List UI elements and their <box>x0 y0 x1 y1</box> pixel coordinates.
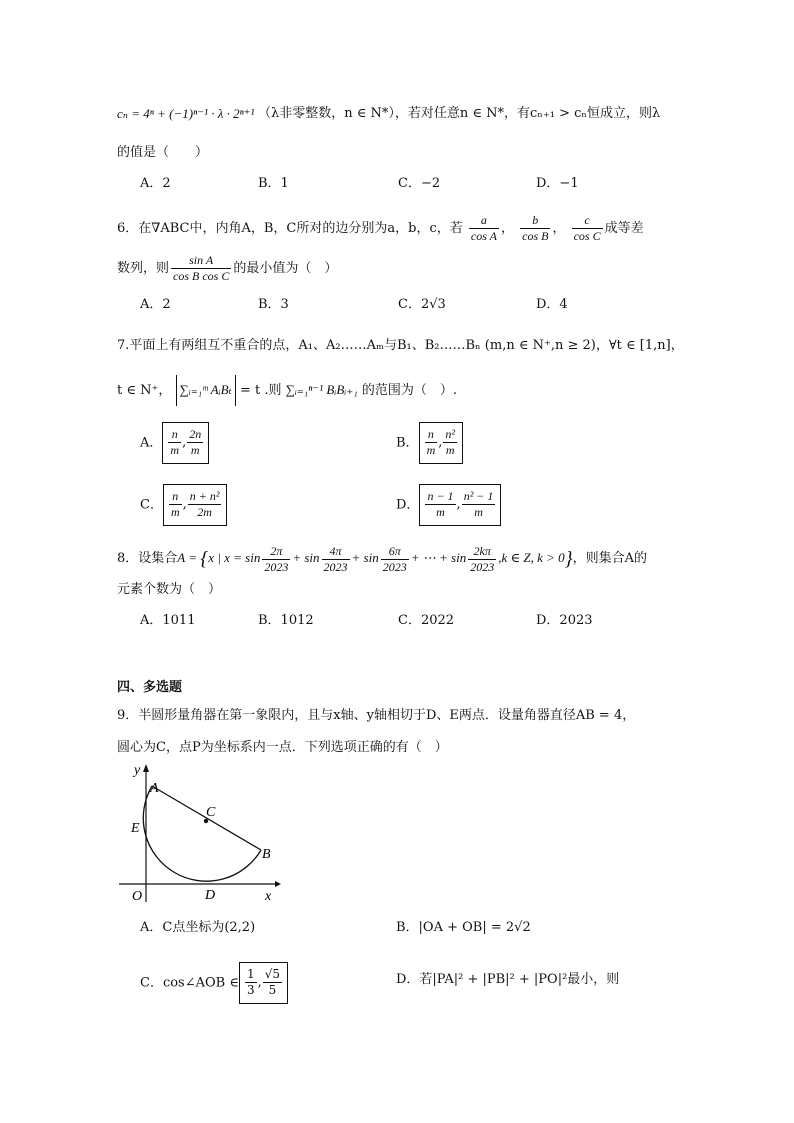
q5-option-a: A．2 <box>140 176 171 191</box>
q6-fraction-main: $\frac{\text{sin A}}{\text{cos B cos C}}$ <box>173 253 230 283</box>
q6-option-d: D．4 <box>536 297 568 312</box>
x-axis-arrow-icon <box>275 881 281 887</box>
q6-option-b: B．3 <box>258 297 289 312</box>
section-heading: 四、多选题 <box>117 680 183 695</box>
q6-line1: 6．在∇ABC中，内角A，B，C所对的边分别为a，b，c，若 $\frac{a}{\text{cos A}}$ ， $\frac{b}{\text{cos B}}$ ， $\frac{c}{\text{cos C}}$ 成等差 <box>117 213 644 243</box>
q5-option-c: C．−2 <box>398 176 441 191</box>
q9-line2: 圆心为C，点P为坐标系内一点．下列选项正确的有（ ） <box>117 740 448 755</box>
label-y: y <box>134 763 141 778</box>
q8-line2: 元素个数为（ ） <box>117 582 222 597</box>
q7-line1: 7.平面上有两组互不重合的点，A₁、A₂……Aₘ与B₁、B₂……Bₙ (m,n ∈ N⁺,n ≥ 2)，∀t ∈ [1,n]， <box>117 338 684 353</box>
label-d: D <box>205 888 216 903</box>
label-x: x <box>265 889 272 904</box>
q5-formula: cₙ = 4ⁿ + (−1)ⁿ⁻¹ · λ · 2ⁿ⁺¹ <box>117 106 255 121</box>
q9-line1: 9．半圆形量角器在第一象限内，且与x轴、y轴相切于D、E两点．设量角器直径AB = 4， <box>117 708 636 723</box>
q7-line2: t ∈ N⁺， ∑ᵢ₌₁ᵐ AᵢBₜ = t .则 ∑ᵢ₌₁ⁿ⁻¹ BᵢBᵢ₊₁ 的范围为（ ）. <box>117 375 457 406</box>
q6-fraction-a: $\frac{a}{\text{cos A}}$ <box>470 213 497 243</box>
q7-option-d: D． $\frac{n - 1}{m}$ , $\frac{\text{n² − 1}}{m}$ <box>396 484 501 526</box>
q6-fraction-b: $\frac{b}{\text{cos B}}$ <box>522 213 549 243</box>
q5-line2: 的值是（ ） <box>117 145 209 160</box>
q9-option-c: C．cos∠AOB ∈ $\frac{1}{3}$ , $\frac{√5}{5}$ <box>140 962 288 1004</box>
q8-option-b: B．1012 <box>258 613 314 628</box>
label-a: A <box>150 781 159 796</box>
q9-option-a: A．C点坐标为(2,2) <box>140 920 256 935</box>
label-c: C <box>206 805 216 820</box>
label-o: O <box>132 889 143 904</box>
q8-line1: 8．设集合A = {x | x = sin $\frac{2\pi}{2023}$ + sin $\frac{4\pi}{2023}$ + sin $\frac{6\pi}{2023}$ + ⋯ + sin $\frac{2k\pi}{2023}$ ,k ∈ Z, k > 0}，则集合A的 <box>117 543 648 574</box>
q7-sum-abs: ∑ᵢ₌₁ᵐ AᵢBₜ <box>176 375 236 406</box>
q7-option-b: B． $\frac{n}{m}$ , $\frac{\text{n²}}{m}$ <box>396 422 463 464</box>
q6-line2: 数列，则 $\frac{\text{sin A}}{\text{cos B cos C}}$ 的最小值为（ ） <box>117 253 338 283</box>
q9-option-b: B．|OA + OB| = 2√2 <box>396 920 531 935</box>
q6-fraction-c: $\frac{c}{\text{cos C}}$ <box>573 213 601 243</box>
q9-figure <box>115 760 285 905</box>
q5-option-b: B．1 <box>258 176 289 191</box>
q5-option-d: D．−1 <box>536 176 579 191</box>
q9-option-d: D．若|PA|² + |PB|² + |PO|²最小，则 <box>396 972 620 987</box>
label-e: E <box>131 821 140 836</box>
semicircle-arc <box>143 786 261 881</box>
q8-option-a: A．1011 <box>140 613 196 628</box>
q6-option-c: C．2√3 <box>398 297 446 312</box>
q6-option-a: A．2 <box>140 297 171 312</box>
q5-condition: （λ非零整数，n ∈ N*），若对任意n ∈ N*，有cₙ₊₁ > cₙ恒成立，则λ <box>258 106 661 121</box>
q7-option-a: A． $\frac{n}{m}$ , $\frac{2n}{m}$ <box>140 422 209 464</box>
q8-option-c: C．2022 <box>398 613 455 628</box>
q7-sum-2: ∑ᵢ₌₁ⁿ⁻¹ BᵢBᵢ₊₁ <box>285 382 358 397</box>
y-axis-arrow-icon <box>143 764 149 772</box>
q6-text-a: 6．在∇ABC中，内角A，B，C所对的边分别为a，b，c，若 <box>117 221 463 236</box>
label-b: B <box>262 847 271 862</box>
q8-option-d: D．2023 <box>536 613 593 628</box>
q8-set-expression: A = {x | x = sin $\frac{2\pi}{2023}$ + sin $\frac{4\pi}{2023}$ + sin $\frac{6\pi}{2023}$ + ⋯ + sin $\frac{2k\pi}{2023}$ ,k ∈ Z, k > 0} <box>177 543 573 574</box>
q7-option-c: C． $\frac{n}{m}$ , $\frac{\text{n + n²}}{2m}$ <box>140 484 227 526</box>
